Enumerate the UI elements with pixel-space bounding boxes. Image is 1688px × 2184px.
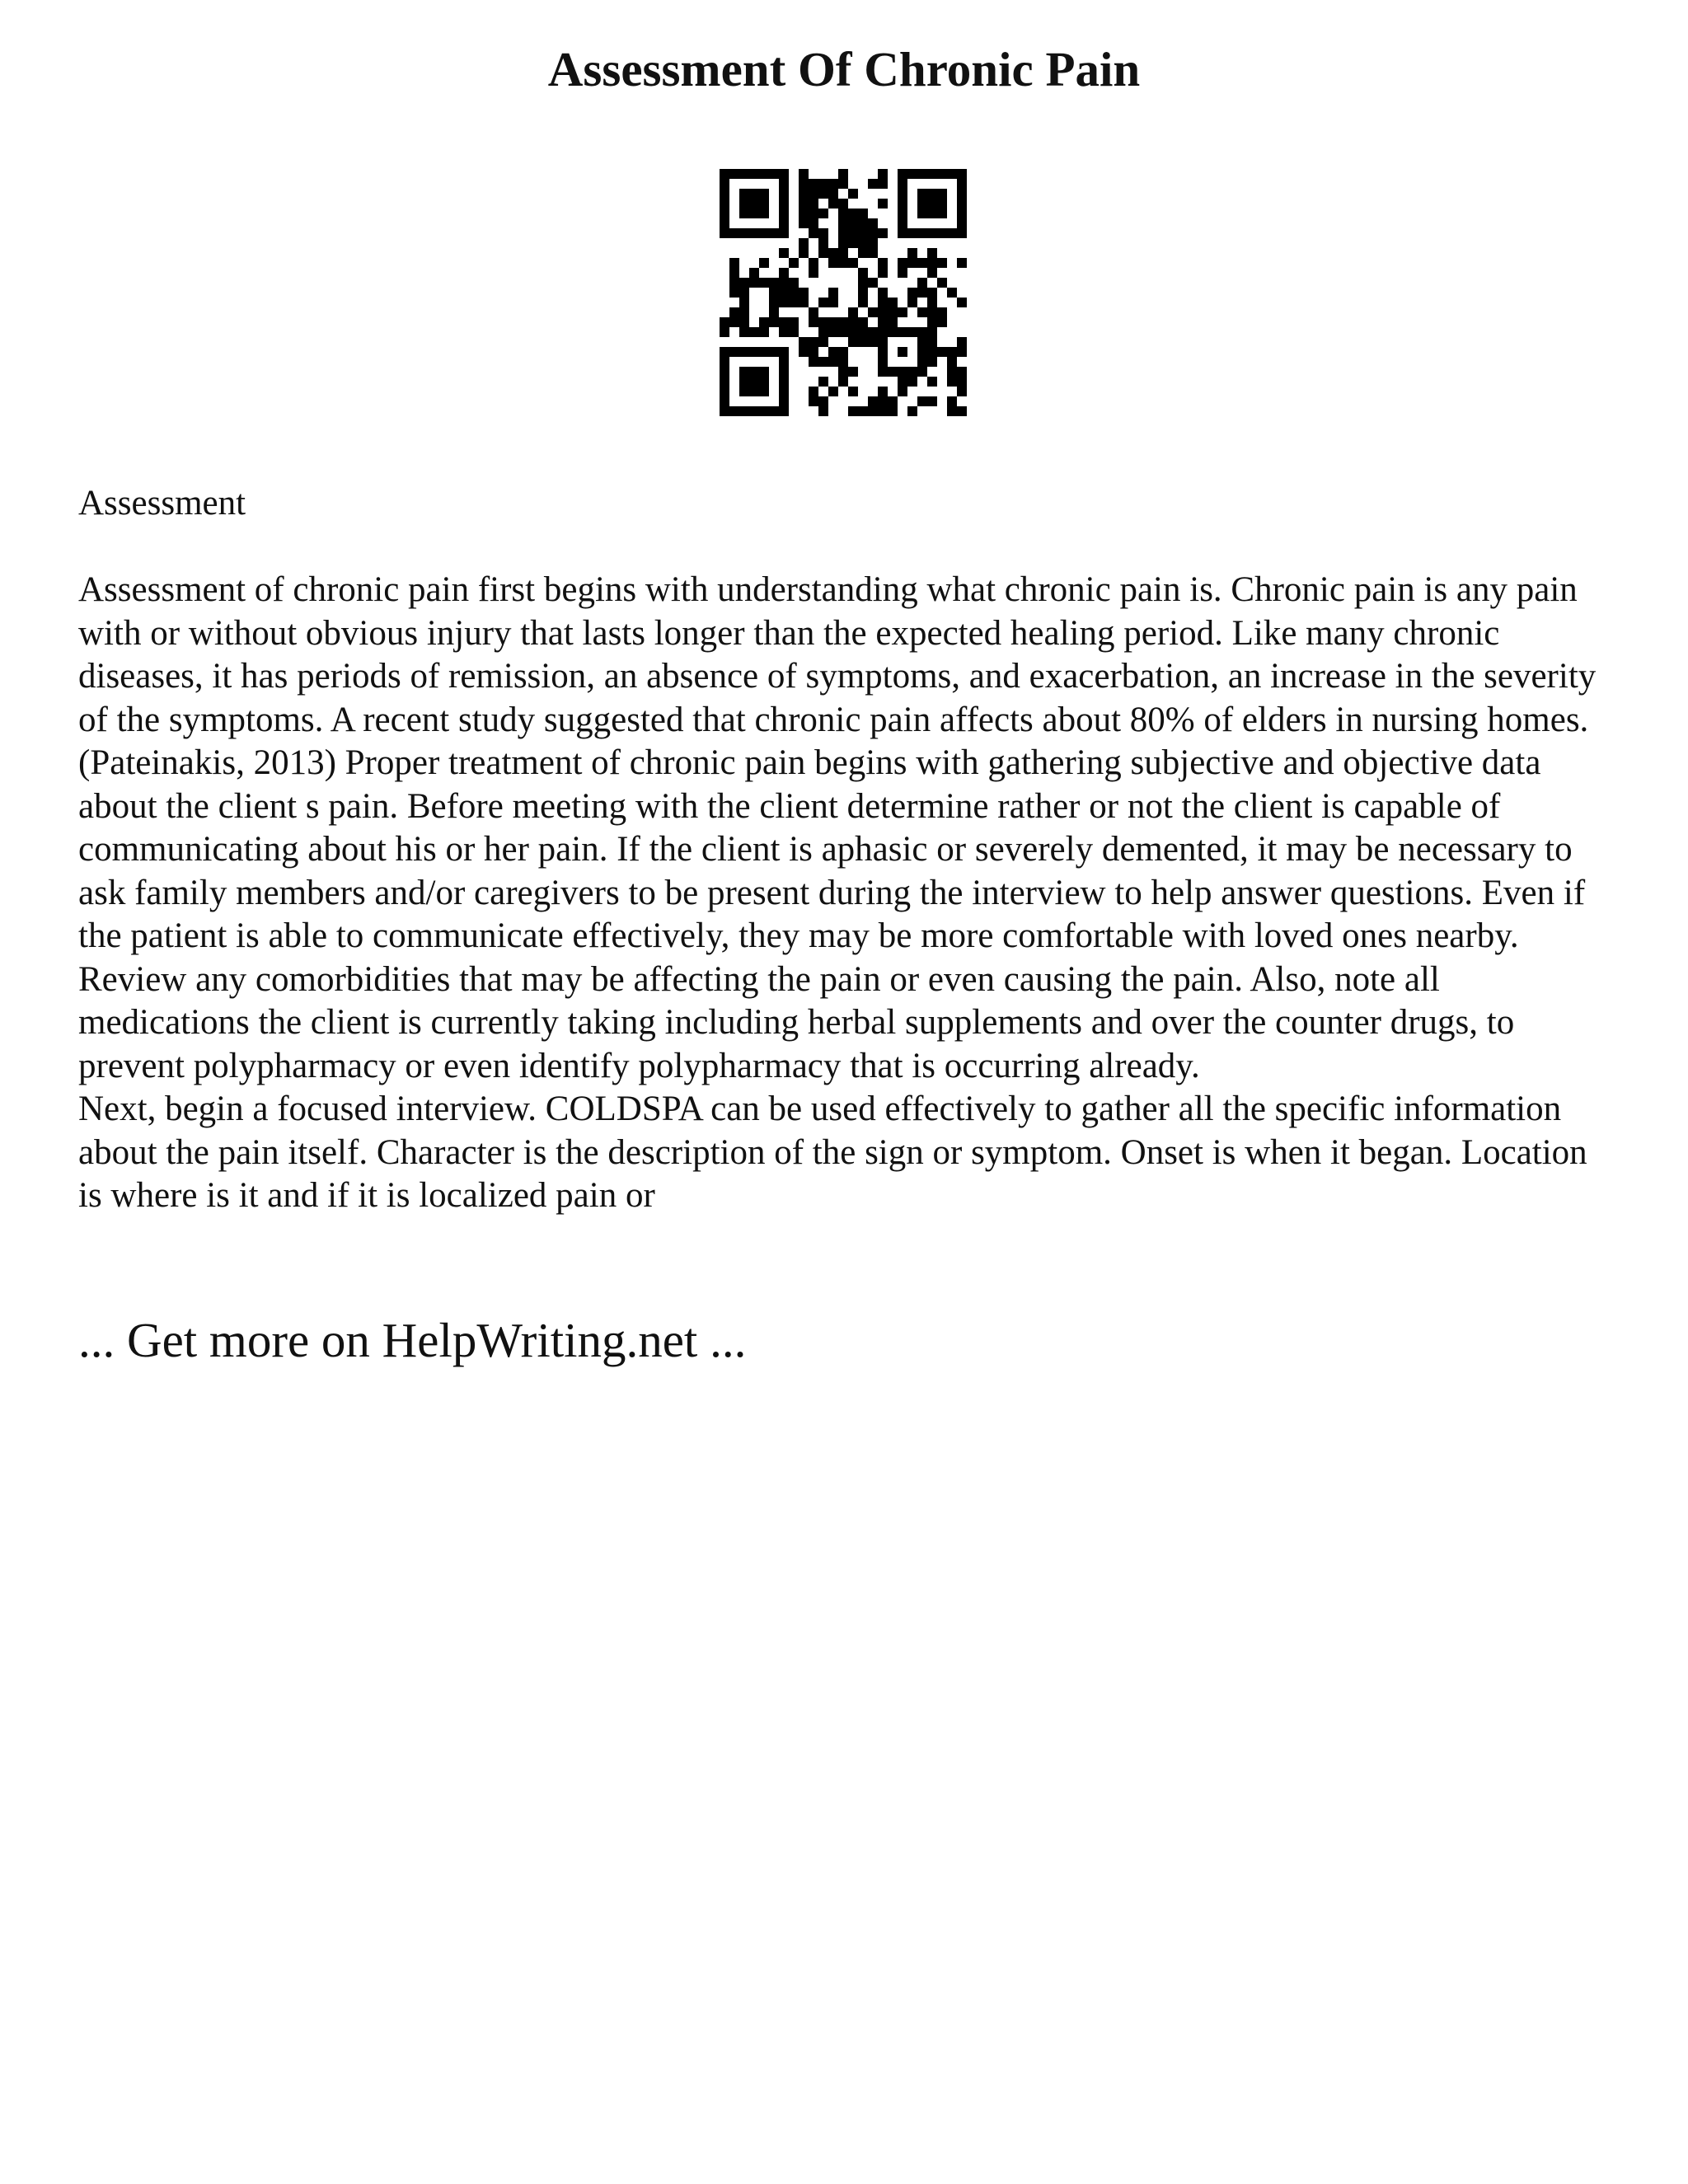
qr-code-icon [720, 169, 967, 416]
paragraph-1: Assessment of chronic pain first begins with understanding what chronic pain is. Chronic pain is any pain with or without obvious injury that lasts longer than the expected healing period. Like many chronic diseases, it has periods of remission, an absence of symptoms, and exacerbation, an increase in the severity of the symptoms. A recent study suggested that chronic pain affects about 80% of elders in nursing homes. (Pateinakis, 2013) Proper treatment of chronic pain begins with gathering subjective and objective data about the client s pain. Before meeting with the client determine rather or not the client is capable of communicating about his or her pain. If the client is aphasic or severely demented, it may be necessary to ask family members and/or caregivers to be present during the interview to help answer questions. Even if the patient is able to communicate effectively, they may be more comfortable with loved ones nearby. Review any comorbidities that may be affecting the pain or even causing the pain. Also, note all medications the client is currently taking including herbal supplements and over the counter drugs, to prevent polypharmacy or even identify polypharmacy that is occurring already. [78, 570, 1597, 1085]
section-heading: Assessment [78, 484, 246, 523]
get-more-link[interactable]: ... Get more on HelpWriting.net ... [78, 1313, 747, 1367]
paragraph-2: Next, begin a focused interview. COLDSPA can be used effectively to gather all the specific information about the pain itself. Character is the description of the sign or symptom. Onset is when it began. Location is where is it and if it is localized pain or [78, 1090, 1587, 1215]
page-title: Assessment Of Chronic Pain [547, 42, 1141, 96]
qr-code-graphic [720, 169, 967, 416]
body-text [78, 569, 1620, 1218]
